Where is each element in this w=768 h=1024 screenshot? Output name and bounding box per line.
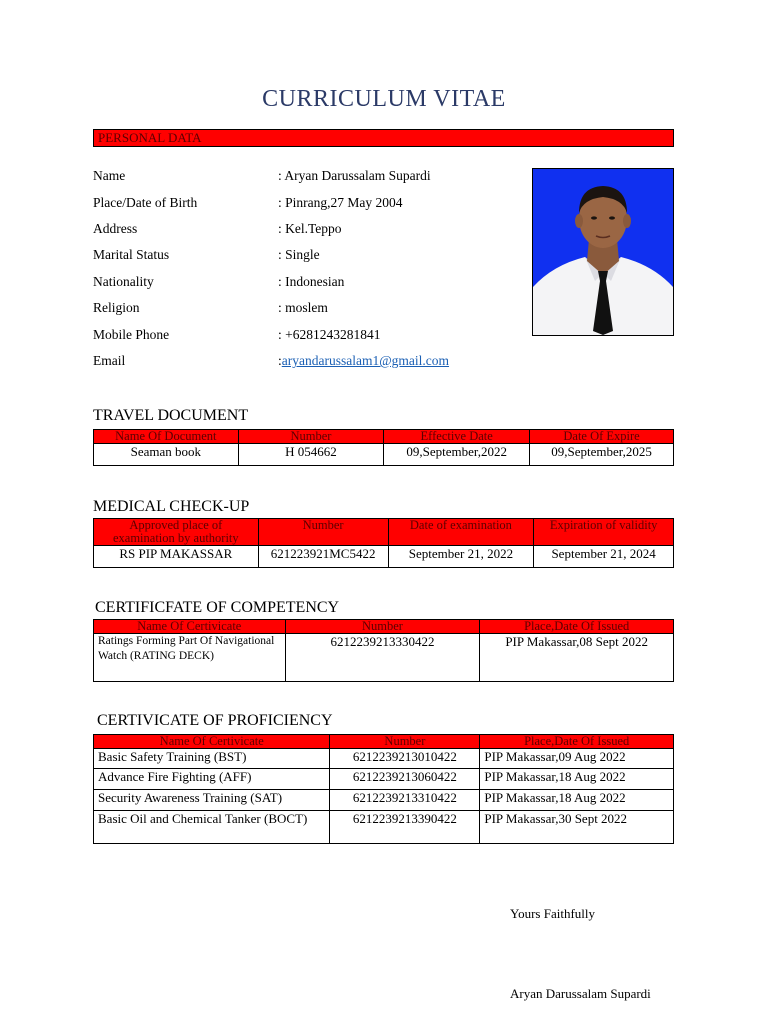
- table-row: [94, 769, 674, 790]
- table-cell: RS PIP MAKASSAR: [94, 546, 259, 568]
- field-label: Email: [93, 353, 126, 368]
- field-value: : Kel.Teppo: [278, 221, 342, 236]
- field-label: Place/Date of Birth: [93, 195, 198, 210]
- column-header: Date of examination: [388, 519, 534, 546]
- table-cell: PIP Makassar,09 Aug 2022: [480, 749, 674, 769]
- table-cell: 09,September,2022: [384, 444, 530, 466]
- travel-document-title: TRAVEL DOCUMENT: [93, 407, 249, 424]
- competency-table: [93, 619, 674, 682]
- field-value: : Pinrang,27 May 2004: [278, 195, 403, 210]
- column-header: Number: [330, 735, 480, 749]
- proficiency-table: [93, 734, 674, 844]
- column-header: Effective Date: [384, 430, 530, 444]
- table-cell: 621223921MC5422: [258, 546, 388, 568]
- field-value: : Indonesian: [278, 274, 345, 289]
- table-cell: Advance Fire Fighting (AFF): [94, 769, 330, 790]
- page-title: CURRICULUM VITAE: [262, 86, 506, 112]
- column-header: Name Of Certivicate: [94, 620, 286, 634]
- table-cell: PIP Makassar,18 Aug 2022: [480, 769, 674, 790]
- signature-name: Aryan Darussalam Supardi: [510, 986, 651, 1001]
- field-value: : moslem: [278, 300, 328, 315]
- table-row: [94, 811, 674, 844]
- column-header: Place,Date Of Issued: [480, 620, 674, 634]
- portrait-image: [533, 169, 673, 335]
- profile-photo: [532, 168, 674, 336]
- table-row: [94, 790, 674, 811]
- table-cell: 6212239213060422: [330, 769, 480, 790]
- table-cell: PIP Makassar,18 Aug 2022: [480, 790, 674, 811]
- field-label: Nationality: [93, 274, 154, 289]
- table-row: [94, 749, 674, 769]
- column-header: Name Of Document: [94, 430, 239, 444]
- table-header-row: [94, 620, 674, 634]
- table-header-row: [94, 430, 674, 444]
- field-value: : Aryan Darussalam Supardi: [278, 168, 431, 183]
- table-header-row: [94, 519, 674, 546]
- table-cell: Ratings Forming Part Of Navigational Watch (RATING DECK): [94, 634, 286, 682]
- column-header: Approved place of examination by authority: [94, 519, 259, 546]
- medical-checkup-table: [93, 518, 674, 568]
- table-row: [94, 634, 674, 682]
- field-label: Mobile Phone: [93, 327, 170, 342]
- field-value: : +6281243281841: [278, 327, 381, 342]
- table-cell: PIP Makassar,30 Sept 2022: [480, 811, 674, 844]
- field-value: [278, 353, 449, 369]
- table-cell: 6212239213390422: [330, 811, 480, 844]
- table-row: [94, 546, 674, 568]
- field-label: Religion: [93, 300, 140, 315]
- table-cell: 6212239213010422: [330, 749, 480, 769]
- field-label: Name: [93, 168, 126, 183]
- table-cell: September 21, 2022: [388, 546, 534, 568]
- table-cell: PIP Makassar,08 Sept 2022: [480, 634, 674, 682]
- table-cell: Basic Safety Training (BST): [94, 749, 330, 769]
- table-cell: 6212239213330422: [285, 634, 480, 682]
- column-header: Number: [258, 519, 388, 546]
- table-cell: Seaman book: [94, 444, 239, 466]
- medical-checkup-title: MEDICAL CHECK-UP: [93, 498, 250, 515]
- table-cell: 09,September,2025: [530, 444, 674, 466]
- email-link[interactable]: aryandarussalam1@gmail.com: [281, 353, 450, 368]
- column-header: Name Of Certivicate: [94, 735, 330, 749]
- column-header: Date Of Expire: [530, 430, 674, 444]
- field-value: : Single: [278, 247, 320, 262]
- column-header: Expiration of validity: [534, 519, 674, 546]
- table-header-row: [94, 735, 674, 749]
- personal-data-header: PERSONAL DATA: [93, 129, 674, 147]
- proficiency-title: CERTIVICATE OF PROFICIENCY: [97, 712, 333, 729]
- table-row: [94, 444, 674, 466]
- field-label: Marital Status: [93, 247, 170, 262]
- table-cell: Basic Oil and Chemical Tanker (BOCT): [94, 811, 330, 844]
- table-cell: H 054662: [238, 444, 384, 466]
- email-prefix: :: [278, 353, 282, 368]
- closing-text: Yours Faithfully: [510, 906, 596, 921]
- table-cell: September 21, 2024: [534, 546, 674, 568]
- column-header: Place,Date Of Issued: [480, 735, 674, 749]
- travel-document-table: [93, 429, 674, 466]
- competency-title: CERTIFICFATE OF COMPETENCY: [95, 599, 340, 616]
- field-label: Address: [93, 221, 138, 236]
- column-header: Number: [285, 620, 480, 634]
- column-header: Number: [238, 430, 384, 444]
- table-cell: 6212239213310422: [330, 790, 480, 811]
- table-cell: Security Awareness Training (SAT): [94, 790, 330, 811]
